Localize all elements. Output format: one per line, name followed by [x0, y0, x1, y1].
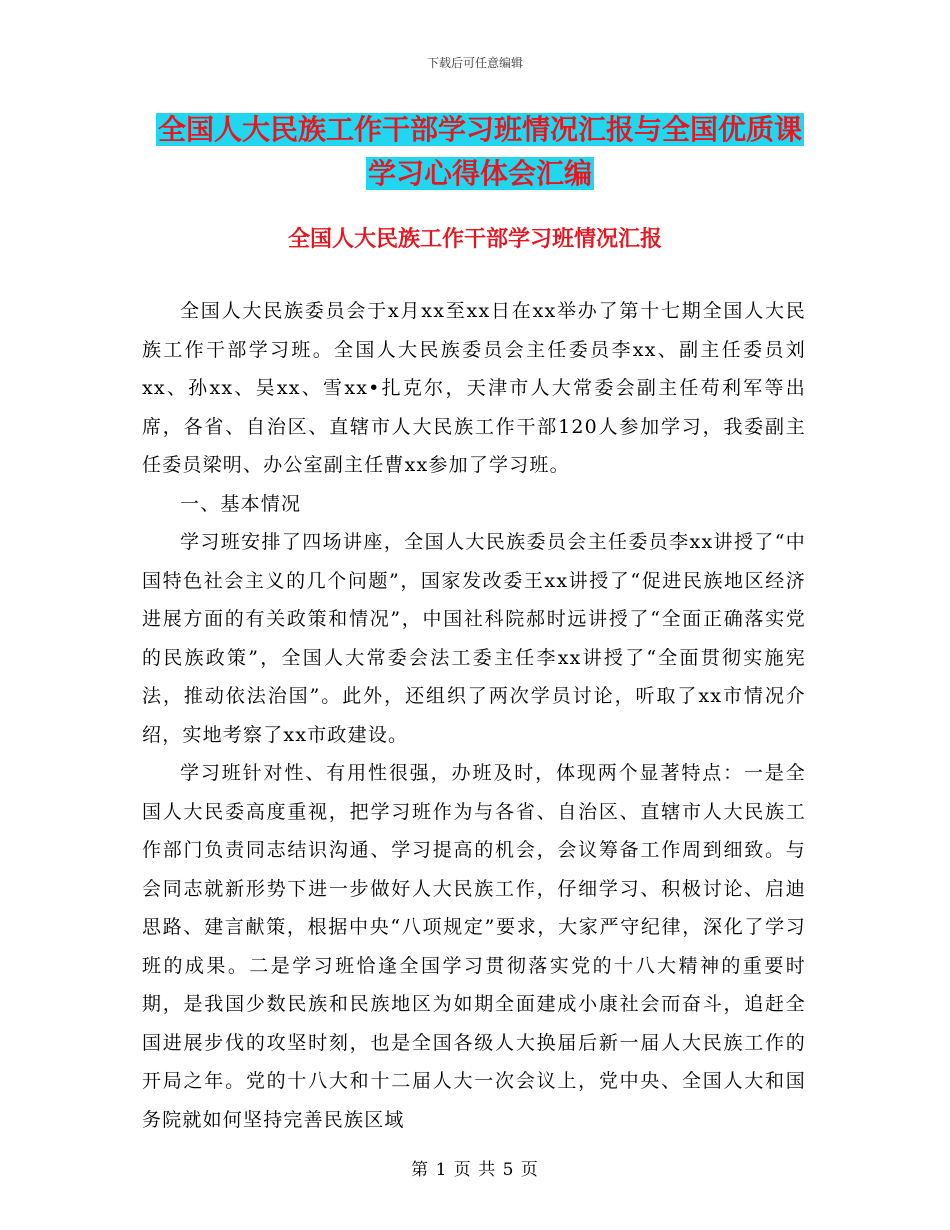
title-line-1: 全国人大民族工作干部学习班情况汇报与全国优质课 [157, 113, 802, 146]
paragraph: 学习班针对性、有用性很强，办班及时，体现两个显著特点：一是全国人大民委高度重视，把学习班作为与各省、自治区、直辖市人大民族工作部门负责同志结识沟通、学习提高的机会，会议筹备工作周到细致。与会同志就新形势下进一步做好人大民族工作，仔细学习、积极讨论、启迪思路、建言献策，根据中央“八项规定”要求，大家严守纪律，深化了学习班的成果。二是学习班恰逢全国学习贯彻落实党的十八大精神的重要时期，是我国少数民族和民族地区为如期全面建成小康社会而奋斗，追赶全国进展步伐的攻坚时刻，也是全国各级人大换届后新一届人大民族工作的开局之年。党的十八大和十二届人大一次会议上，党中央、全国人大和国务院就如何坚持完善民族区域 [142, 762, 806, 1131]
title-line-2: 学习心得体会汇编 [367, 157, 592, 190]
section-title: 全国人大民族工作干部学习班情况汇报 [287, 227, 662, 252]
page-footer: 第 1 页 共 5 页 [411, 1160, 539, 1180]
document-title [120, 108, 840, 196]
header-note: 下载后可任意编辑 [426, 56, 523, 70]
body-text [142, 292, 806, 1139]
paragraph: 学习班安排了四场讲座，全国人大民族委员会主任委员李xx讲授了“中国特色社会主义的几个问题”，国家发改委王xx讲授了“促进民族地区经济进展方面的有关政策和情况”，中国社科院郝时远讲授了“全面正确落实党的民族政策”，全国人大常委会法工委主任李xx讲授了“全面贯彻实施宪法，推动依法治国”。此外，还组织了两次学员讨论，听取了xx市情况介绍，实地考察了xx市政建设。 [142, 531, 806, 746]
subheading: 一、基本情况 [180, 492, 302, 515]
paragraph: 全国人大民族委员会于x月xx至xx日在xx举办了第十七期全国人大民族工作干部学习班。全国人大民族委员会主任委员李xx、副主任委员刘xx、孙xx、吴xx、雪xx•扎克尔，天津市人大常委会副主任苟利军等出席，各省、自治区、直辖市人大民族工作干部120人参加学习，我委副主任委员梁明、办公室副主任曹xx参加了学习班。 [142, 300, 806, 476]
